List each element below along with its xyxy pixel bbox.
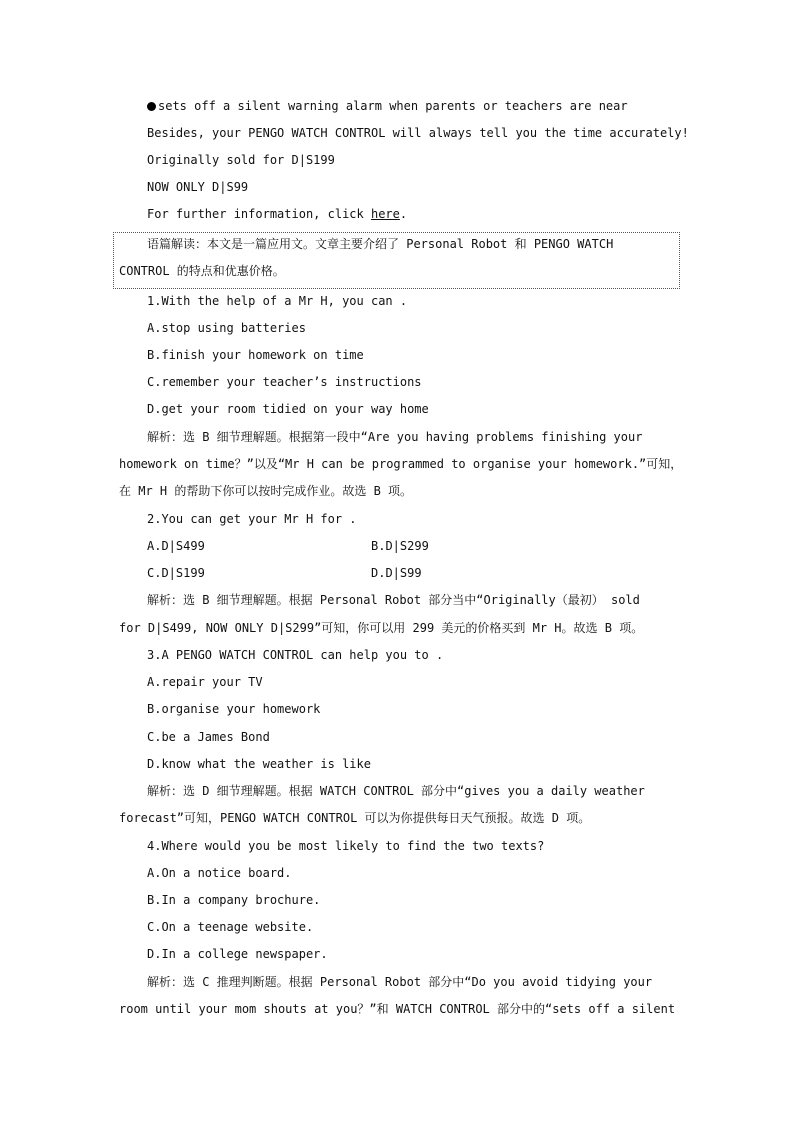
q4-stem: 4.Where would you be most likely to find the two texts? — [147, 839, 545, 853]
q2-option-a: A.D|S499 — [147, 539, 205, 553]
q4-explanation-1: 解析：选 C 推理判断题。根据 Personal Robot 部分中“Do you avoid tidying your — [147, 975, 653, 989]
summary-line-2: CONTROL 的特点和优惠价格。 — [119, 264, 285, 278]
q3-explanation-1: 解析：选 D 细节理解题。根据 WATCH CONTROL 部分中“gives you a daily weather — [147, 784, 645, 798]
now-only-price-line: NOW ONLY D|S99 — [147, 180, 249, 194]
further-info-period: . — [399, 207, 408, 221]
q1-option-c: C.remember your teacher’s instructions — [147, 375, 422, 389]
q3-stem: 3.A PENGO WATCH CONTROL can help you to . — [147, 648, 444, 662]
further-info-text: For further information, click — [147, 207, 371, 221]
q4-option-a: A.On a notice board. — [147, 866, 292, 880]
further-info-line — [147, 206, 407, 222]
q2-option-b: B.D|S299 — [371, 539, 429, 553]
q3-explanation-2: forecast”可知，PENGO WATCH CONTROL 可以为你提供每日天气预报。故选 D 项。 — [119, 811, 591, 825]
q1-explanation-2: homework on time？”以及“Mr H can be programmed to organise your homework.”可知， — [119, 457, 683, 471]
q1-explanation-1: 解析：选 B 细节理解题。根据第一段中“Are you having problems finishing your — [147, 430, 643, 444]
originally-price-line: Originally sold for D|S199 — [147, 153, 335, 167]
q2-stem: 2.You can get your Mr H for . — [147, 512, 357, 526]
q2-option-c: C.D|S199 — [147, 566, 205, 580]
q1-option-b: B.finish your homework on time — [147, 348, 364, 362]
q1-option-a: A.stop using batteries — [147, 321, 306, 335]
here-link[interactable]: here — [370, 207, 400, 221]
bullet-line: sets off a silent warning alarm when parents or teachers are near — [147, 98, 628, 114]
q2-explanation-2: for D|S499, NOW ONLY D|S299”可知，你可以用 299 美元的价格买到 Mr H。故选 B 项。 — [119, 621, 644, 635]
q1-stem: 1.With the help of a Mr H, you can . — [147, 294, 408, 308]
q1-explanation-3: 在 Mr H 的帮助下你可以按时完成作业。故选 B 项。 — [119, 484, 413, 498]
q4-option-d: D.In a college newspaper. — [147, 947, 328, 961]
summary-line-1: 语篇解读：本文是一篇应用文。文章主要介绍了 Personal Robot 和 PENGO WATCH — [147, 237, 614, 251]
q2-option-d: D.D|S99 — [371, 566, 422, 580]
q3-option-a: A.repair your TV — [147, 675, 263, 689]
q1-option-d: D.get your room tidied on your way home — [147, 402, 429, 416]
q2-explanation-1: 解析：选 B 细节理解题。根据 Personal Robot 部分当中“Originally（最初） sold — [147, 593, 640, 607]
q3-option-b: B.organise your homework — [147, 702, 321, 716]
q4-explanation-2: room until your mom shouts at you？”和 WATCH CONTROL 部分中的“sets off a silent — [119, 1002, 676, 1016]
q3-option-c: C.be a James Bond — [147, 730, 270, 744]
q3-option-d: D.know what the weather is like — [147, 757, 371, 771]
q4-option-b: B.In a company brochure. — [147, 893, 321, 907]
q4-option-c: C.On a teenage website. — [147, 920, 314, 934]
besides-line: Besides, your PENGO WATCH CONTROL will always tell you the time accurately! — [147, 126, 689, 140]
